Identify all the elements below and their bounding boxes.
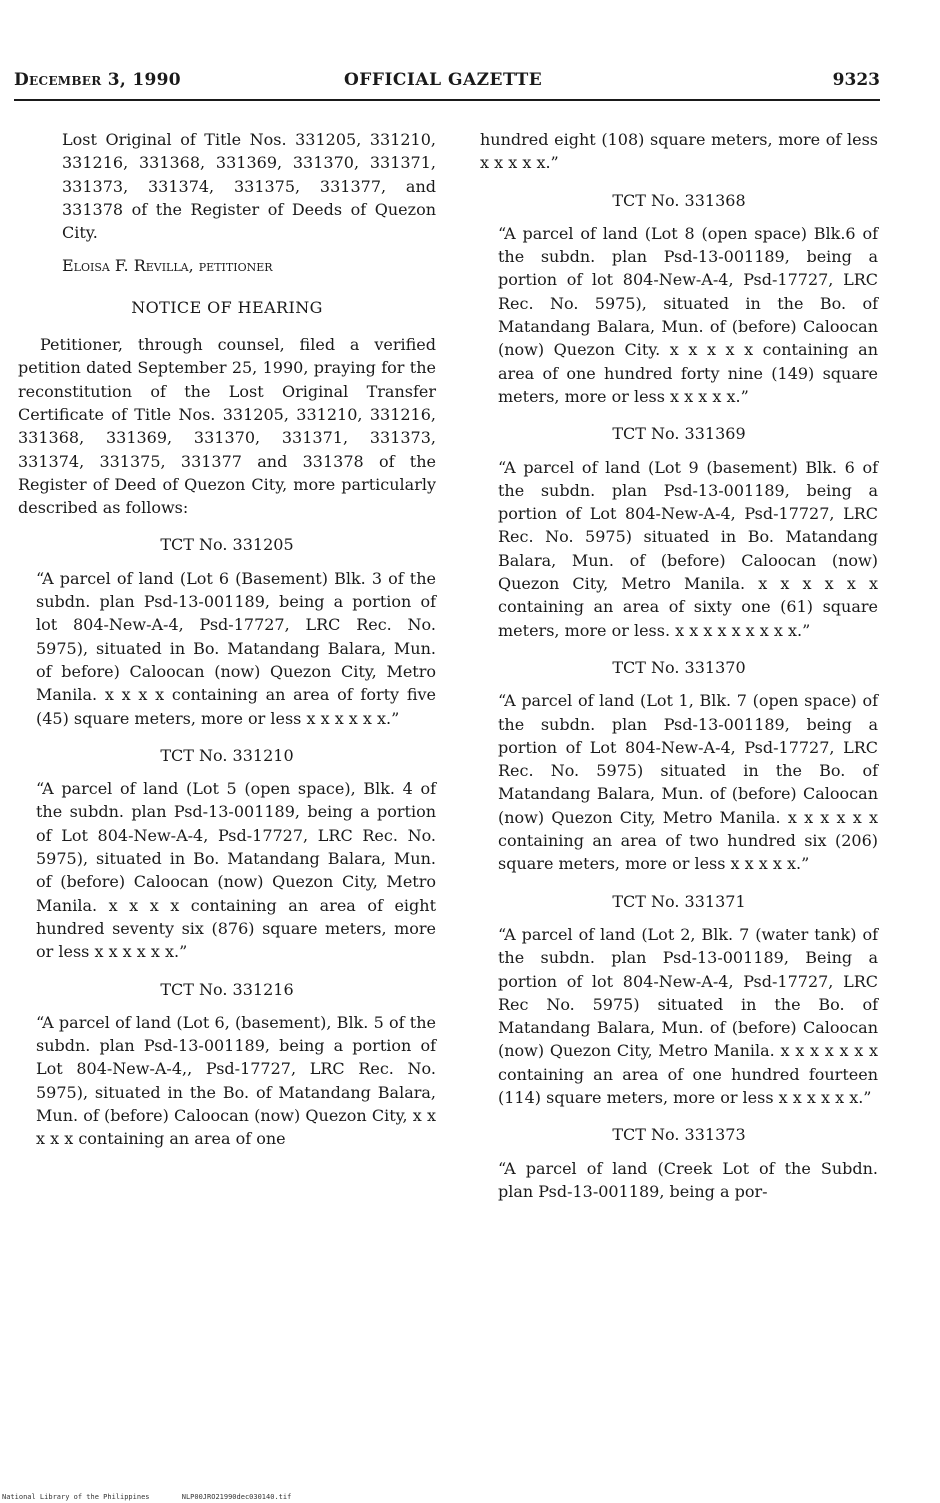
petitioner-line: Eloisa F. Revilla, petitioner xyxy=(62,256,273,276)
tct-heading: TCT No. 331205 xyxy=(160,535,294,555)
tct-description: “A parcel of land (Lot 8 (open space) Blk.6 of the subdn. plan Psd-13-001189, being a portion of lot 804-New-A-4, Psd-17727, LRC Rec. No. 5975), situated in the Bo. of Matandang Balara, Mun. of (before) Caloocan (now) Quezon City. x x x x x containing an area of one hundred forty nine (149) square meters, more or less x x x x x.” xyxy=(498,223,878,406)
tct-heading: TCT No. 331371 xyxy=(612,891,746,911)
continued-description: hundred eight (108) square meters, more of less x x x x x.” xyxy=(480,130,878,173)
tct-description: “A parcel of land (Lot 6 (Basement) Blk. 3 of the subdn. plan Psd-13-001189, being a portion of lot 804-New-A-4, Psd-17727, LRC Rec. No. 5975), situated in Bo. Matandang Balara, Mun. of before) Caloocan (now) Quezon City, Metro Manila. x x x x containing an area of forty five (45) square meters, more or less x x x x x x.” xyxy=(36,568,436,728)
tct-heading: TCT No. 331373 xyxy=(612,1125,746,1145)
header-rule xyxy=(14,99,880,101)
right-column xyxy=(480,128,878,1203)
intro-paragraph: Petitioner, through counsel, filed a verified petition dated September 25, 1990, praying for the reconstitution of the Lost Original Transfer Certificate of Title Nos. 331205, 331210, 331216, 331368, 331369, 331370, 331371, 331373, 331374, 331375, 331377 and 331378 of the Register of Deed of Quezon City, more particularly described as follows: xyxy=(18,335,436,518)
footer-file: NLP00JRO21990dec030140.tif xyxy=(181,1493,292,1501)
footer-library: National Library of the Philippines xyxy=(2,1493,150,1501)
notice-title: NOTICE OF HEARING xyxy=(131,297,323,317)
tct-heading: TCT No. 331210 xyxy=(160,745,294,765)
tct-heading: TCT No. 331370 xyxy=(612,657,746,677)
tct-description: “A parcel of land (Lot 2, Blk. 7 (water tank) of the subdn. plan Psd-13-001189, Being a portion of lot 804-New-A-4, Psd-17727, LRC Rec No. 5975) situated in the Bo. of Matandang Balara, Mun. of (before) Caloocan (now) Quezon City, Metro Manila. x x x x x x x containing an area of one hundred fourteen (114) square meters, more or less x x x x x x.” xyxy=(498,924,878,1107)
header-date: December 3, 1990 xyxy=(14,70,181,90)
tct-heading: TCT No. 331368 xyxy=(612,190,746,210)
left-column xyxy=(18,128,436,1151)
tct-description: “A parcel of land (Lot 9 (basement) Blk. 6 of the subdn. plan Psd-13-001189, being a portion of Lot 804-New-A-4, Psd-17727, LRC Rec. No. 5975) situated in Bo. Matandang Balara, Mun. of (before) Caloocan (now) Quezon City, Metro Manila. x x x x x x containing an area of sixty one (61) square meters, more or less. x x x x x x x x x.” xyxy=(498,457,878,640)
tct-heading: TCT No. 331369 xyxy=(612,424,746,444)
page-header xyxy=(14,70,880,94)
tct-description: “A parcel of land (Creek Lot of the Subdn. plan Psd-13-001189, being a por- xyxy=(498,1158,878,1201)
tct-description: “A parcel of land (Lot 1, Blk. 7 (open space) of the subdn. plan Psd-13-001189, being a portion of Lot 804-New-A-4, Psd-17727, LRC Rec. No. 5975) situated in the Bo. of Matandang Balara, Mun. of (before) Caloocan (now) Quezon City, Metro Manila. x x x x x x containing an area of two hundred six (206) square meters, more or less x x x x x.” xyxy=(498,691,878,874)
scan-footer xyxy=(2,1493,291,1501)
header-publication-title: OFFICIAL GAZETTE xyxy=(344,70,543,90)
tct-description: “A parcel of land (Lot 5 (open space), Blk. 4 of the subdn. plan Psd-13-001189, being a portion of Lot 804-New-A-4, Psd-17727, LRC Rec. No. 5975), situated in Bo. Matandang Balara, Mun. of (before) Caloocan (now) Quezon City, Metro Manila. x x x x containing an area of eight hundred seventy six (876) square meters, more or less x x x x x x.” xyxy=(36,779,436,962)
case-caption: Lost Original of Title Nos. 331205, 331210, 331216, 331368, 331369, 331370, 331371, 331373, 331374, 331375, 331377, and 331378 of the Register of Deeds of Quezon City. xyxy=(62,130,436,243)
header-page-number: 9323 xyxy=(832,70,880,90)
tct-description: “A parcel of land (Lot 6, (basement), Blk. 5 of the subdn. plan Psd-13-001189, being a portion of Lot 804-New-A-4,, Psd-17727, LRC Rec. No. 5975), situated in the Bo. of Matandang Balara, Mun. of (before) Caloocan (now) Quezon City, x x x x x containing an area of one xyxy=(36,1012,436,1149)
tct-heading: TCT No. 331216 xyxy=(160,979,294,999)
